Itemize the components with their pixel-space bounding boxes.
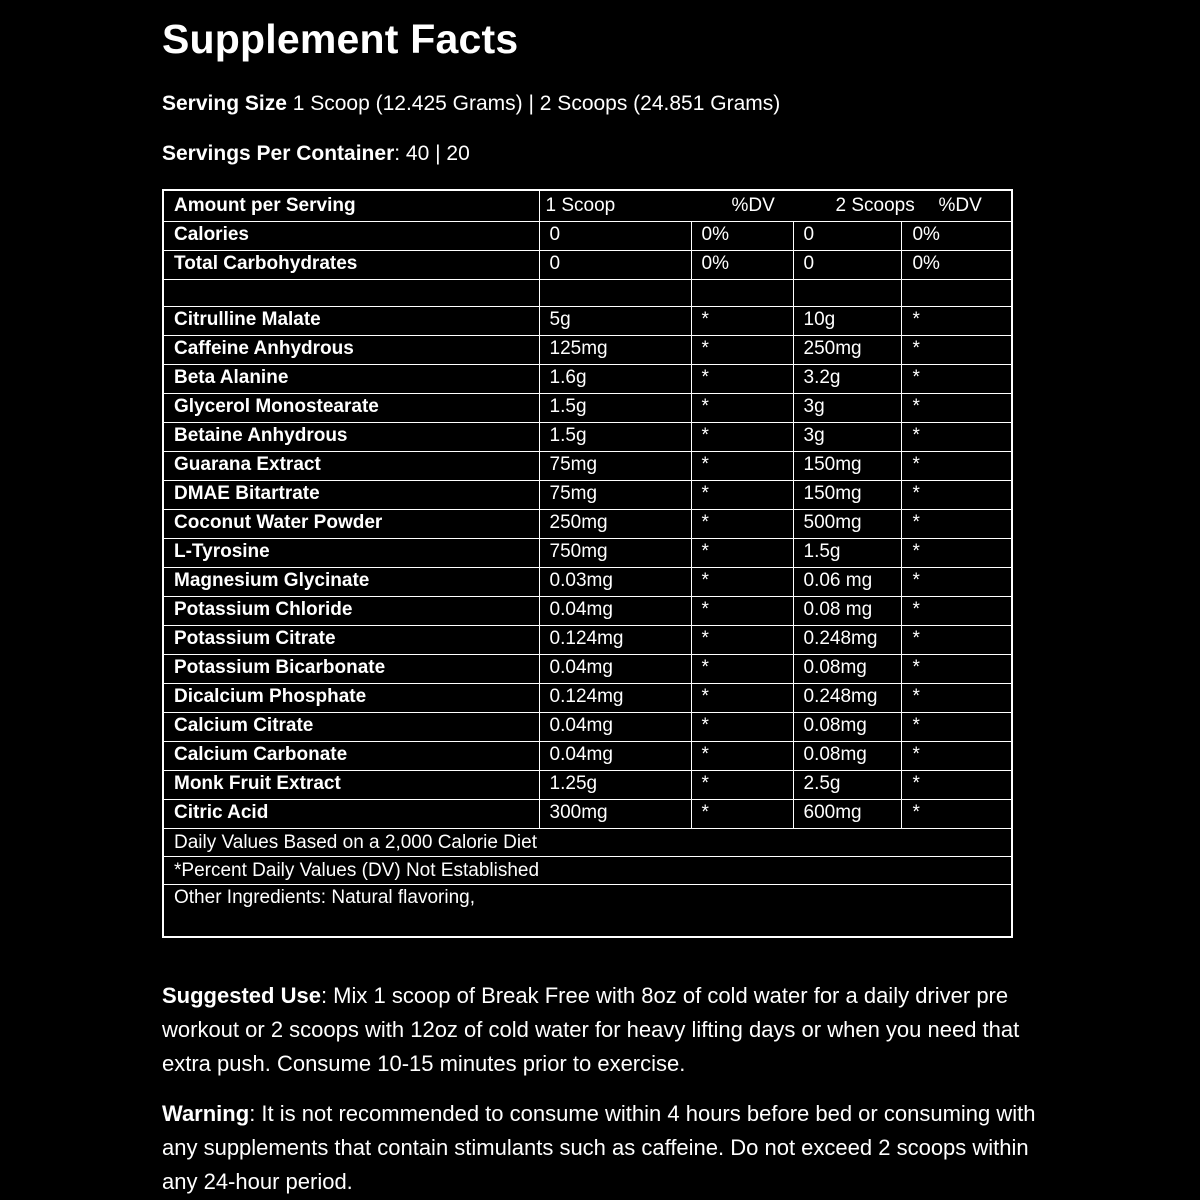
two-scoops-amount: 250mg: [793, 336, 902, 365]
empty-cell: [793, 280, 902, 307]
servings-per-container: [162, 142, 470, 166]
ingredient-name: Potassium Chloride: [163, 597, 539, 626]
serving-size: [162, 92, 780, 116]
two-scoops-amount: 150mg: [793, 481, 902, 510]
one-scoop-dv: *: [691, 394, 793, 423]
serving-size-value: 1 Scoop (12.425 Grams) | 2 Scoops (24.851 Grams): [286, 92, 781, 115]
table-row: [163, 423, 1012, 452]
one-scoop-dv: *: [691, 423, 793, 452]
one-scoop-amount: 0.124mg: [539, 684, 691, 713]
one-scoop-amount: 5g: [539, 307, 691, 336]
two-scoops-amount: 0.08mg: [793, 713, 902, 742]
one-scoop-amount: 1.25g: [539, 771, 691, 800]
one-scoop-amount: 250mg: [539, 510, 691, 539]
ingredient-name: Calories: [163, 222, 539, 251]
two-scoops-dv: *: [902, 655, 1012, 684]
two-scoops-amount: 0: [793, 222, 902, 251]
one-scoop-amount: 0.04mg: [539, 597, 691, 626]
ingredient-name: Total Carbohydrates: [163, 251, 539, 280]
one-scoop-amount: 0.04mg: [539, 742, 691, 771]
table-row: [163, 307, 1012, 336]
two-scoops-dv: *: [902, 336, 1012, 365]
two-scoops-dv: *: [902, 597, 1012, 626]
one-scoop-amount: 1.6g: [539, 365, 691, 394]
supplement-facts-table: [162, 189, 1013, 938]
other-ingredients-row: [163, 885, 1012, 938]
percent-dv-note: *Percent Daily Values (DV) Not Established: [163, 857, 1012, 885]
one-scoop-amount: 75mg: [539, 452, 691, 481]
dv1-header: %DV: [731, 195, 775, 216]
ingredient-name: Betaine Anhydrous: [163, 423, 539, 452]
table-row: [163, 222, 1012, 251]
two-scoops-amount: 3g: [793, 394, 902, 423]
one-scoop-amount: 0: [539, 222, 691, 251]
table-row: [163, 251, 1012, 280]
table-row: [163, 510, 1012, 539]
ingredient-name: Guarana Extract: [163, 452, 539, 481]
suggested-use-text: : Mix 1 scoop of Break Free with 8oz of cold water for a daily driver pre workout or 2 scoops with 12oz of cold water for heavy lifting days or when you need that extra push. Consume 10-15 minutes prior to exercise.: [162, 983, 1020, 1076]
ingredient-name: Citric Acid: [163, 800, 539, 829]
one-scoop-dv: *: [691, 365, 793, 394]
two-scoops-dv: *: [902, 481, 1012, 510]
two-scoops-dv: *: [902, 452, 1012, 481]
two-scoops-amount: 500mg: [793, 510, 902, 539]
one-scoop-dv: *: [691, 626, 793, 655]
two-scoops-header: 2 Scoops: [835, 195, 915, 216]
one-scoop-amount: 75mg: [539, 481, 691, 510]
ingredient-name: Coconut Water Powder: [163, 510, 539, 539]
daily-values-note: Daily Values Based on a 2,000 Calorie Diet: [163, 829, 1012, 857]
ingredient-name: DMAE Bitartrate: [163, 481, 539, 510]
two-scoops-dv: *: [902, 307, 1012, 336]
one-scoop-dv: *: [691, 539, 793, 568]
two-scoops-amount: 0.248mg: [793, 626, 902, 655]
warning: [162, 1097, 1062, 1199]
table-row: [163, 336, 1012, 365]
one-scoop-dv: *: [691, 510, 793, 539]
warning-label: Warning: [162, 1101, 250, 1126]
two-scoops-dv: *: [902, 684, 1012, 713]
two-scoops-amount: 0.08 mg: [793, 597, 902, 626]
one-scoop-amount: 1.5g: [539, 394, 691, 423]
two-scoops-amount: 0: [793, 251, 902, 280]
empty-cell: [163, 280, 539, 307]
ingredient-name: Beta Alanine: [163, 365, 539, 394]
suggested-use: [162, 979, 1062, 1081]
table-row: [163, 539, 1012, 568]
one-scoop-amount: 300mg: [539, 800, 691, 829]
one-scoop-dv: *: [691, 771, 793, 800]
ingredient-name: Citrulline Malate: [163, 307, 539, 336]
ingredient-name: Monk Fruit Extract: [163, 771, 539, 800]
ingredient-name: Calcium Carbonate: [163, 742, 539, 771]
table-row: [163, 800, 1012, 829]
one-scoop-amount: 1.5g: [539, 423, 691, 452]
one-scoop-dv: 0%: [691, 251, 793, 280]
one-scoop-dv: *: [691, 568, 793, 597]
two-scoops-amount: 0.08mg: [793, 742, 902, 771]
daily-values-note-row: [163, 829, 1012, 857]
ingredient-name: Potassium Citrate: [163, 626, 539, 655]
two-scoops-amount: 3g: [793, 423, 902, 452]
two-scoops-dv: *: [902, 510, 1012, 539]
one-scoop-dv: *: [691, 481, 793, 510]
table-row: [163, 394, 1012, 423]
servings-per-container-label: Servings Per Container: [162, 142, 395, 165]
two-scoops-dv: *: [902, 365, 1012, 394]
ingredient-name: Glycerol Monostearate: [163, 394, 539, 423]
one-scoop-dv: *: [691, 800, 793, 829]
two-scoops-dv: *: [902, 568, 1012, 597]
ingredient-name: L-Tyrosine: [163, 539, 539, 568]
empty-cell: [539, 280, 691, 307]
two-scoops-amount: 600mg: [793, 800, 902, 829]
ingredient-name: Potassium Bicarbonate: [163, 655, 539, 684]
other-ingredients: Other Ingredients: Natural flavoring,: [163, 885, 1012, 938]
two-scoops-dv: *: [902, 423, 1012, 452]
one-scoop-dv: *: [691, 684, 793, 713]
table-row: [163, 771, 1012, 800]
one-scoop-dv: *: [691, 742, 793, 771]
one-scoop-dv: 0%: [691, 222, 793, 251]
table-row: [163, 626, 1012, 655]
two-scoops-dv: *: [902, 626, 1012, 655]
one-scoop-amount: 0.04mg: [539, 713, 691, 742]
two-scoops-amount: 3.2g: [793, 365, 902, 394]
serving-size-label: Serving Size: [162, 92, 287, 115]
one-scoop-dv: *: [691, 655, 793, 684]
two-scoops-amount: 150mg: [793, 452, 902, 481]
page-title: Supplement Facts: [162, 16, 519, 62]
two-scoops-amount: 1.5g: [793, 539, 902, 568]
table-row: [163, 365, 1012, 394]
two-scoops-amount: 0.248mg: [793, 684, 902, 713]
two-scoops-dv: *: [902, 394, 1012, 423]
one-scoop-dv: *: [691, 336, 793, 365]
table-header-row: [163, 190, 1012, 222]
table-row: [163, 655, 1012, 684]
one-scoop-dv: *: [691, 713, 793, 742]
two-scoops-dv: *: [902, 713, 1012, 742]
two-scoops-dv: 0%: [902, 222, 1012, 251]
servings-per-container-value: : 40 | 20: [394, 142, 470, 165]
one-scoop-amount: 0.124mg: [539, 626, 691, 655]
two-scoops-dv: *: [902, 771, 1012, 800]
two-scoops-amount: 0.06 mg: [793, 568, 902, 597]
table-row: [163, 742, 1012, 771]
ingredient-name: Calcium Citrate: [163, 713, 539, 742]
empty-cell: [691, 280, 793, 307]
one-scoop-amount: 0.04mg: [539, 655, 691, 684]
one-scoop-amount: 0: [539, 251, 691, 280]
table-row: [163, 481, 1012, 510]
table-row: [163, 684, 1012, 713]
one-scoop-amount: 0.03mg: [539, 568, 691, 597]
two-scoops-amount: 2.5g: [793, 771, 902, 800]
table-row: [163, 713, 1012, 742]
two-scoops-dv: 0%: [902, 251, 1012, 280]
two-scoops-dv: *: [902, 800, 1012, 829]
two-scoops-amount: 0.08mg: [793, 655, 902, 684]
two-scoops-dv: *: [902, 539, 1012, 568]
one-scoop-dv: *: [691, 307, 793, 336]
one-scoop-amount: 750mg: [539, 539, 691, 568]
one-scoop-amount: 125mg: [539, 336, 691, 365]
one-scoop-dv: *: [691, 597, 793, 626]
table-row: [163, 597, 1012, 626]
one-scoop-dv: *: [691, 452, 793, 481]
empty-cell: [902, 280, 1012, 307]
two-scoops-dv: *: [902, 742, 1012, 771]
spacer-row: [163, 280, 1012, 307]
amount-per-serving-header: Amount per Serving: [163, 190, 539, 222]
ingredient-name: Dicalcium Phosphate: [163, 684, 539, 713]
table-row: [163, 452, 1012, 481]
two-scoops-amount: 10g: [793, 307, 902, 336]
ingredient-name: Magnesium Glycinate: [163, 568, 539, 597]
suggested-use-label: Suggested Use: [162, 983, 321, 1008]
table-row: [163, 568, 1012, 597]
warning-text: : It is not recommended to consume within 4 hours before bed or consuming with any supplements that contain stimulants such as caffeine. Do not exceed 2 scoops within any 24-hour period.: [162, 1101, 1036, 1194]
one-scoop-header: 1 Scoop: [545, 195, 616, 216]
percent-dv-note-row: [163, 857, 1012, 885]
ingredient-name: Caffeine Anhydrous: [163, 336, 539, 365]
dv2-header: %DV: [938, 195, 982, 216]
